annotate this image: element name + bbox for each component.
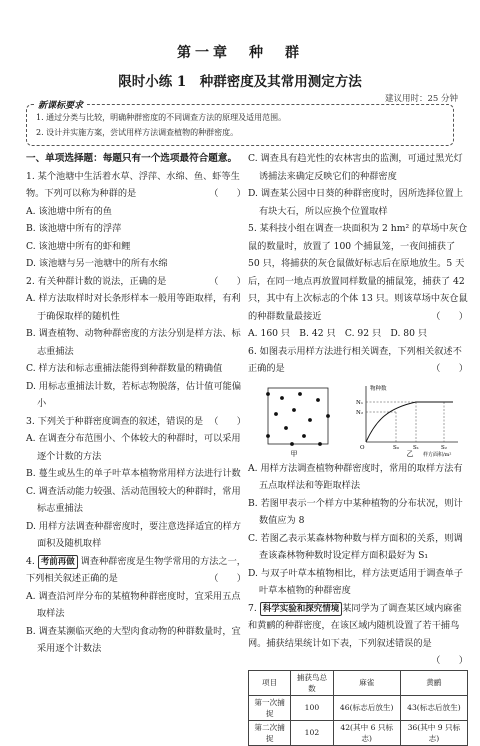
q6-option-a: A. 用样方法调查植物种群密度时，常用的取样方法有五点取样法和等距取样法 — [248, 462, 463, 491]
standards-title: 新课标要求 — [34, 98, 87, 111]
sample-dots — [266, 392, 330, 446]
q3-option-b: B. 蔓生或丛生的单子叶草本植物常用样方法进行计数 — [26, 468, 241, 479]
table-header: 项目 — [249, 670, 291, 695]
sample-dot — [280, 396, 284, 400]
q2-option-c: C. 样方法和标志重捕法能得到种群数量的精确值 — [26, 363, 223, 374]
question-7-tag: 科学实验和探究情境 — [260, 602, 343, 616]
q5-options: A. 160 只 B. 42 只 C. 92 只 D. 80 只 — [248, 328, 428, 339]
x-tick-s2: S₂ — [441, 444, 447, 451]
q3-option-d: D. 用样方法调查种群密度时，要注意选择适宜的样方面积及随机取样 — [26, 520, 242, 549]
species-curve — [366, 402, 453, 442]
table-row — [249, 720, 468, 745]
standards-item-1: 1. 通过分类与比较，明确种群密度的不同调查方法的原理及适用范围。 — [36, 113, 287, 122]
left-column — [26, 150, 246, 658]
sample-dot — [284, 426, 288, 430]
sample-dot — [292, 408, 296, 412]
table-header: 黄鹂 — [400, 670, 467, 695]
chapter-title: 第一章 种 群 — [177, 45, 303, 61]
q1-option-a: A. 该池塘中所有的鱼 — [26, 205, 112, 217]
q6-option-c: C. 若图乙表示某森林物种数与样方面积的关系，则调查该森林物种数时设定样方面积最好为 S₁ — [248, 532, 463, 561]
table-cell: 102 — [291, 720, 333, 745]
q4-option-b: B. 调查某濒临灭绝的大型肉食动物的种群数量时，宜采用逐个计数法 — [26, 625, 241, 654]
q6-option-b: B. 若图甲表示一个样方中某种植物的分布状况，则计数值应为 8 — [248, 497, 463, 526]
q1-option-b: B. 该池塘中所有的浮萍 — [26, 223, 122, 234]
question-4-tag: 考前再做 — [38, 555, 78, 569]
q3-option-a: A. 在调查分布范围小、个体较大的种群时，可以采用逐个计数的方法 — [26, 433, 241, 462]
table-header: 捕获鸟总数 — [291, 670, 333, 695]
table-cell: 第二次捕捉 — [249, 720, 291, 745]
question-7-stem: 7. 科学实验和探究情境 某同学为了调查某区域内麻雀和黄鹂的种群密度，在该区域内随机设置了若干捕鸟网。捕获结果统计如下表，下列叙述错误的是 （ ） — [248, 602, 468, 666]
sample-dot — [298, 392, 302, 396]
q4-option-a: A. 调查沿河岸分布的某植物种群密度时，宜采用五点取样法 — [26, 590, 241, 619]
standards-item-2: 2. 设计并实施方案，尝试用样方法调查植物的种群密度。 — [36, 128, 239, 137]
capture-table — [248, 670, 468, 746]
origin-label: O — [360, 444, 365, 451]
q4-option-c: C. 调查具有趋光性的农林害虫的监测，可通过黑光灯诱捕法来确定反映它们的种群密度 — [248, 153, 463, 182]
question-4-stem: 4. 考前再做 调查种群密度是生物学常用的方法之一，下列相关叙述正确的是 （ ） — [26, 555, 246, 584]
figure-label-jia: 甲 — [290, 449, 298, 458]
table-cell: 42(其中 6 只标志) — [333, 720, 400, 745]
q4-option-d: D. 调查某公园中日葵的种群密度时，因所选择位置上有块大石，所以应换个位置取样 — [248, 188, 464, 217]
figure-svg — [248, 380, 468, 458]
lesson-title: 限时小练 1 种群密度及其常用测定方法 — [118, 74, 362, 90]
sample-dot — [318, 442, 322, 446]
sample-dot — [266, 434, 270, 438]
table-row — [249, 695, 468, 720]
question-3-stem: 3. 下列关于种群密度调查的叙述，错误的是 （ ） — [26, 415, 246, 427]
y-tick-n2: N₂ — [356, 409, 364, 416]
figure-label-yi: 乙 — [406, 449, 414, 458]
sample-dot — [274, 412, 278, 416]
q2-option-b: B. 调查植物、动物种群密度的方法分别是样方法、标志重捕法 — [26, 328, 241, 357]
x-tick-s0: S₀ — [393, 444, 399, 451]
section-heading: 一、单项选择题：每题只有一个选项最符合题意。 — [26, 153, 238, 164]
sample-dot — [290, 442, 294, 446]
question-5-stem: 5. 某科技小组在调查一块面积为 2 hm² 的草场中灰仓鼠的数量时，放置了 100 个捕鼠笼，一夜间捕获了 50 只，将捕获的灰仓鼠做好标志后在原地放生。5 天后，在同一地点再放置同样数量的捕鼠笼，捕获了 42 只，其中有上次标志的个体 13 只。则该草场中灰仓鼠的种群数量最接近 （ ） — [248, 223, 468, 322]
q1-option-d: D. 该池塘与另一池塘中的所有水绵 — [26, 258, 168, 269]
sample-dot — [308, 418, 312, 422]
question-1-stem: 1. 某个池塘中生活着水草、浮萍、水绵、鱼、虾等生物。下列可以称为种群的是 （ ） — [26, 170, 246, 199]
question-6-stem: 6. 如图表示用样方法进行相关调查，下列相关叙述不正确的是 （ ） — [248, 345, 468, 374]
q2-option-a: A. 样方法取样时对长条形样本一般用等距取样，有利于确保取样的随机性 — [26, 293, 241, 322]
q1-option-c: C. 该池塘中所有的虾和鲤 — [26, 240, 131, 252]
table-cell: 46(标志后放生) — [333, 695, 400, 720]
figure-q6 — [248, 380, 468, 458]
table-header: 麻雀 — [333, 670, 400, 695]
sample-square — [268, 388, 328, 444]
standards-box — [26, 104, 454, 146]
table-cell: 第一次捕捉 — [249, 695, 291, 720]
q6-option-d: D. 与双子叶草本植物相比，样方法更适用于调查单子叶草本植物的种群密度 — [248, 567, 464, 596]
table-header-row — [249, 670, 468, 695]
table-cell: 36(其中 9 只标志) — [400, 720, 467, 745]
x-axis-label: 样方面积/m² — [423, 451, 452, 458]
y-axis-label: 物种数 — [370, 385, 387, 392]
right-column — [248, 150, 468, 746]
sample-dot — [266, 392, 270, 396]
table-cell: 43(标志后放生) — [400, 695, 467, 720]
sample-dot — [302, 434, 306, 438]
question-2-stem: 2. 有关种群计数的说法，正确的是 （ ） — [26, 275, 246, 287]
sample-dot — [326, 414, 330, 418]
table-cell: 100 — [291, 695, 333, 720]
q2-option-d: D. 用标志重捕法计数，若标志物脱落，估计值可能偏小 — [26, 380, 242, 409]
time-hint: 建议用时：25 分钟 — [384, 94, 458, 104]
sample-dot — [316, 398, 320, 402]
q3-option-c: C. 调查活动能力较强、活动范围较大的种群时，常用标志重捕法 — [26, 485, 241, 514]
y-tick-n1: N₁ — [356, 399, 364, 406]
x-tick-s1: S₁ — [413, 444, 419, 451]
